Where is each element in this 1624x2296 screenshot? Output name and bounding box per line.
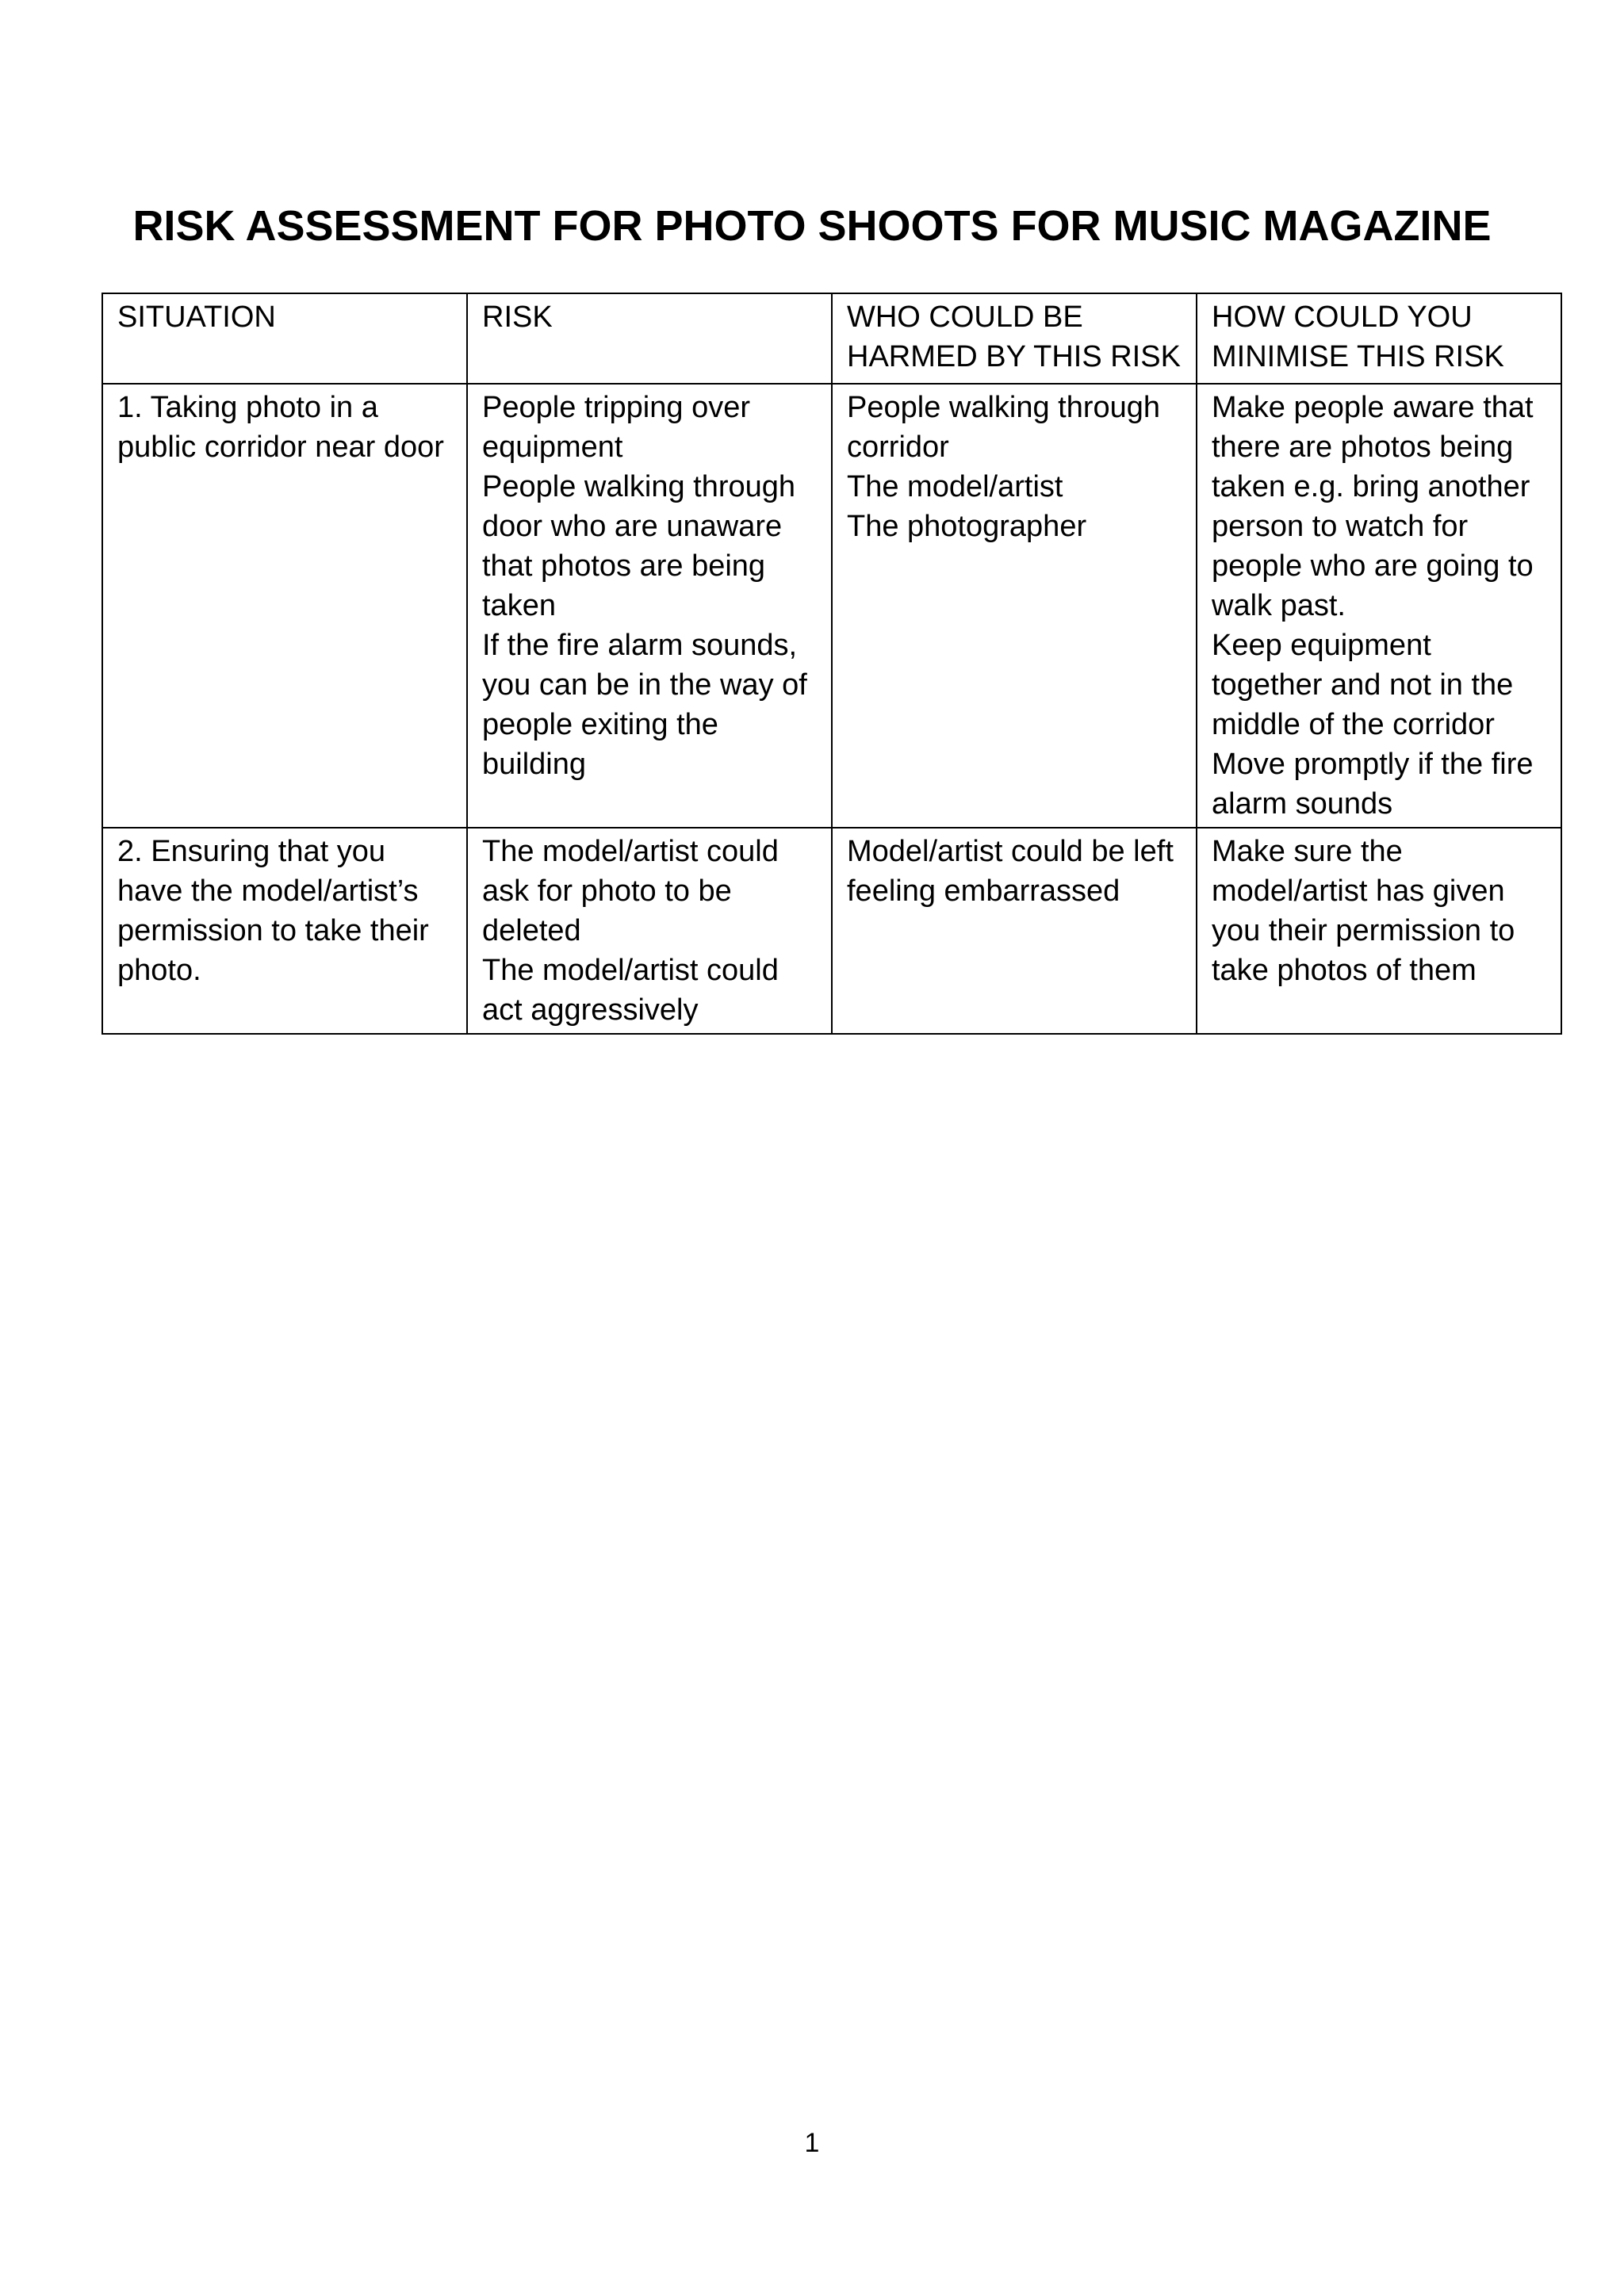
page-number: 1 bbox=[804, 2128, 820, 2158]
cell-text: 1. Taking photo in a public corridor near door bbox=[117, 391, 444, 464]
cell-risk bbox=[467, 384, 832, 828]
cell-text: People walking through door who are unaware that photos are being taken bbox=[482, 470, 796, 622]
table-row bbox=[102, 384, 1561, 828]
risk-assessment-table bbox=[102, 293, 1562, 1035]
cell-situation bbox=[102, 828, 467, 1034]
cell-who-could-be-harmed bbox=[832, 384, 1197, 828]
table-row bbox=[102, 828, 1561, 1034]
cell-text: The model/artist could act aggressively bbox=[482, 954, 779, 1027]
cell-situation bbox=[102, 384, 467, 828]
cell-how-to-minimise bbox=[1197, 828, 1561, 1034]
cell-text: Make people aware that there are photos being taken e.g. bring another person to watch for people who are going to walk past. bbox=[1212, 391, 1534, 622]
cell-how-to-minimise bbox=[1197, 384, 1561, 828]
document-title: RISK ASSESSMENT FOR PHOTO SHOOTS FOR MUSIC MAGAZINE bbox=[132, 202, 1492, 250]
cell-text: 2. Ensuring that you have the model/artist’s permission to take their photo. bbox=[117, 835, 429, 987]
header-situation: SITUATION bbox=[102, 293, 467, 384]
cell-text: If the fire alarm sounds, you can be in the way of people exiting the building bbox=[482, 629, 807, 781]
cell-text: The model/artist could ask for photo to be deleted bbox=[482, 835, 779, 947]
cell-text: People walking through corridor bbox=[847, 391, 1161, 464]
cell-text: Model/artist could be left feeling embarrassed bbox=[847, 835, 1174, 908]
cell-text: The photographer bbox=[847, 510, 1087, 543]
cell-text: People tripping over equipment bbox=[482, 391, 750, 464]
header-how-to-minimise: HOW COULD YOU MINIMISE THIS RISK bbox=[1197, 293, 1561, 384]
cell-text: Keep equipment together and not in the middle of the corridor bbox=[1212, 629, 1514, 741]
cell-text: Make sure the model/artist has given you their permission to take photos of them bbox=[1212, 835, 1515, 987]
cell-risk bbox=[467, 828, 832, 1034]
cell-text: Move promptly if the fire alarm sounds bbox=[1212, 748, 1534, 821]
cell-text: The model/artist bbox=[847, 470, 1063, 503]
table-header-row bbox=[102, 293, 1561, 384]
header-who-could-be-harmed: WHO COULD BE HARMED BY THIS RISK bbox=[832, 293, 1197, 384]
cell-who-could-be-harmed bbox=[832, 828, 1197, 1034]
header-risk: RISK bbox=[467, 293, 832, 384]
